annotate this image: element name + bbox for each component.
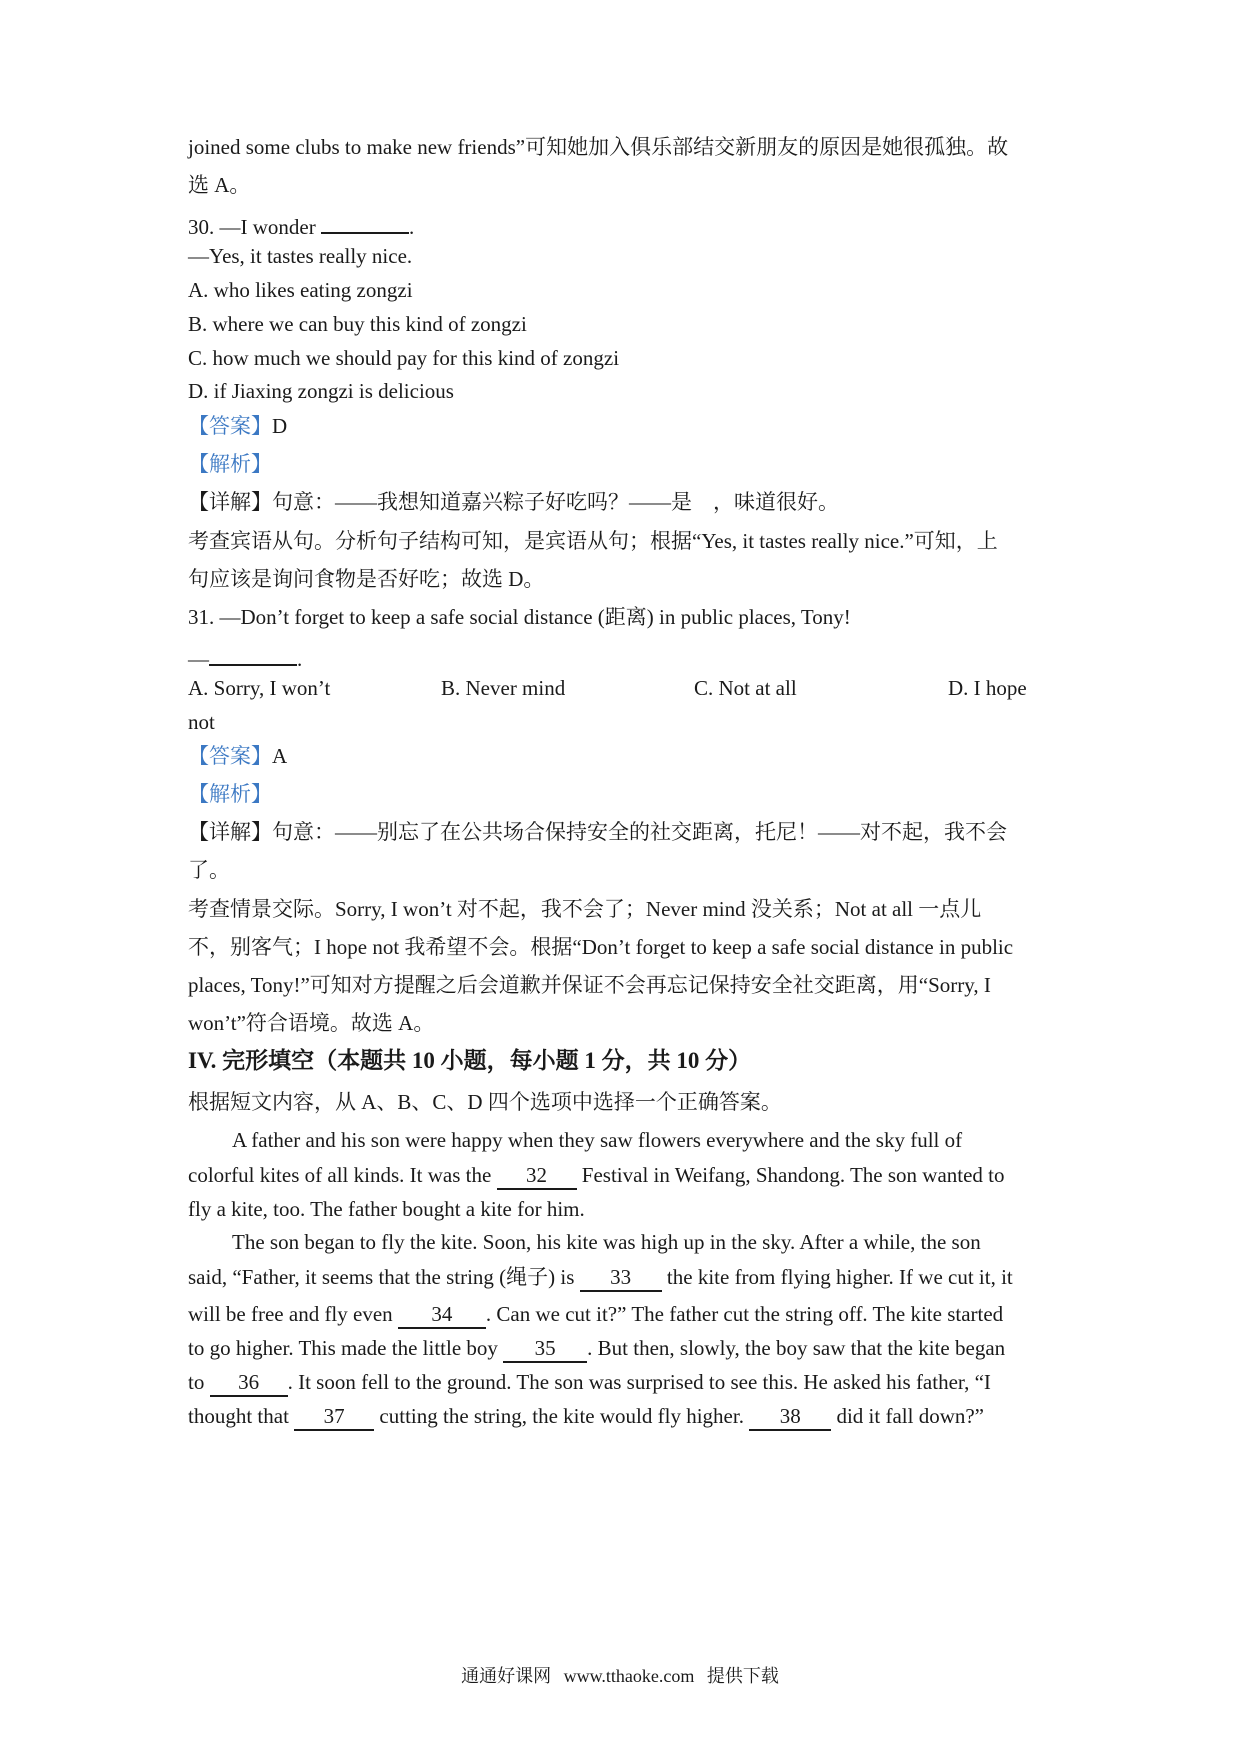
prev-explanation-line: joined some clubs to make new friends”可知她加入俱乐部结交新朋友的原因是她很孤独。故 — [188, 135, 1009, 159]
cloze-blank-37: 37 — [294, 1405, 374, 1431]
detail-line: 【详解】句意：——别忘了在公共场合保持安全的社交距离，托尼！——对不起，我不会 — [188, 820, 1007, 844]
question-30-stem: 30. —I wonder . — [188, 208, 1070, 241]
explanation-line: won’t”符合语境。故选 A。 — [188, 1011, 435, 1035]
footer-url[interactable]: www.tthaoke.com — [563, 1666, 695, 1686]
answer-value: A — [272, 744, 288, 768]
passage-line: will be free and fly even 34 . Can we cut it?” The father cut the string off. The kite started — [188, 1300, 1070, 1329]
option-a: A. Sorry, I won’t — [188, 676, 331, 700]
cloze-blank-32: 32 — [497, 1164, 577, 1190]
explanation-line: 不，别客气；I hope not 我希望不会。根据“Don’t forget to keep a safe social distance in public — [188, 935, 1014, 959]
passage-line: colorful kites of all kinds. It was the 32 Festival in Weifang, Shandong. The son wanted to — [188, 1161, 1070, 1190]
answer-value: D — [272, 414, 288, 438]
explanation-line: places, Tony!”可知对方提醒之后会道歉并保证不会再忘记保持安全社交距离，用“Sorry, I — [188, 973, 991, 997]
answer-line — [188, 742, 1070, 770]
answer-line — [188, 412, 1070, 440]
passage-line: thought that 37 cutting the string, the kite would fly higher. 38 did it fall down?” — [188, 1402, 1070, 1431]
option-b: B. where we can buy this kind of zongzi — [188, 312, 527, 336]
footer-suffix: 提供下载 — [706, 1666, 779, 1686]
answer-blank — [321, 208, 409, 234]
answer-tag: 【答案】 — [188, 744, 272, 768]
footer-site-name: 通通好课网 — [461, 1666, 552, 1686]
options-row — [188, 674, 1070, 702]
option-d: D. if Jiaxing zongzi is delicious — [188, 379, 454, 403]
explanation-line: 考查情景交际。Sorry, I won’t 对不起，我不会了；Never mind 没关系；Not at all 一点儿 — [188, 897, 982, 921]
option-a: A. who likes eating zongzi — [188, 278, 413, 302]
explanation-line: 句应该是询问食物是否好吃；故选 D。 — [188, 567, 545, 591]
page-footer — [0, 1664, 1240, 1688]
passage-line: to go higher. This made the little boy 35 . But then, slowly, the boy saw that the kite began — [188, 1334, 1070, 1363]
passage-line: The son began to fly the kite. Soon, his kite was high up in the sky. After a while, the son — [232, 1230, 981, 1254]
answer-tag: 【答案】 — [188, 414, 272, 438]
cloze-blank-38: 38 — [749, 1405, 831, 1431]
passage-line: said, “Father, it seems that the string (绳子) is 33 the kite from flying higher. If we cut it, it — [188, 1263, 1070, 1292]
answer-blank — [209, 640, 297, 666]
detail-line: 了。 — [188, 858, 230, 882]
detail-line: 【详解】句意：——我想知道嘉兴粽子好吃吗？——是 ，味道很好。 — [188, 490, 839, 514]
analysis-tag: 【解析】 — [188, 782, 272, 806]
passage-line: A father and his son were happy when they saw flowers everywhere and the sky full of — [232, 1128, 963, 1152]
question-31-stem: 31. —Don’t forget to keep a safe social distance (距离) in public places, Tony! — [188, 605, 851, 629]
question-30-reply: —Yes, it tastes really nice. — [188, 244, 413, 268]
question-31-reply: — . — [188, 640, 1070, 673]
section-instruction: 根据短文内容，从 A、B、C、D 四个选项中选择一个正确答案。 — [188, 1090, 782, 1114]
cloze-blank-35: 35 — [503, 1337, 587, 1363]
passage-line: to 36 . It soon fell to the ground. The son was surprised to see this. He asked his father, “I — [188, 1368, 1070, 1397]
option-c: C. Not at all — [694, 676, 797, 700]
cloze-blank-36: 36 — [210, 1371, 288, 1397]
option-d-wrap: not — [188, 710, 215, 734]
prev-explanation-line: 选 A。 — [188, 173, 251, 197]
passage-line: fly a kite, too. The father bought a kite for him. — [188, 1197, 585, 1221]
cloze-blank-33: 33 — [580, 1266, 662, 1292]
option-d: D. I hope — [948, 676, 1027, 700]
option-b: B. Never mind — [441, 676, 566, 700]
analysis-tag: 【解析】 — [188, 452, 272, 476]
section-title: IV. 完形填空（本题共 10 小题，每小题 1 分，共 10 分） — [188, 1048, 752, 1073]
explanation-line: 考查宾语从句。分析句子结构可知，是宾语从句；根据“Yes, it tastes really nice.”可知，上 — [188, 529, 998, 553]
option-c: C. how much we should pay for this kind of zongzi — [188, 346, 620, 370]
cloze-blank-34: 34 — [398, 1303, 486, 1329]
